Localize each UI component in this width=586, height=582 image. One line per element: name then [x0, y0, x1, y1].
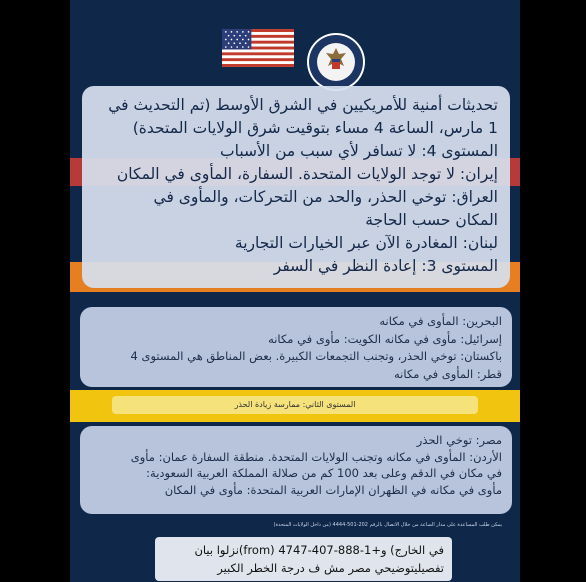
bahrain-line: البحرين: المأوى في مكانه [379, 314, 502, 328]
advisory-title: تحديثات أمنية للأمريكيين في الشرق الأوسط (تم التحديث في 1 مارس، الساعة 4 مساء بتوقيت شرق الولايات المتحدة) [108, 96, 498, 137]
level4-heading: المستوى 4: لا تسافر لأي سبب من الأسباب [220, 142, 498, 160]
jordan-oman-line: الأردن: المأوى في مكانه وتجنب الولايات المتحدة. منطقة السفارة عمان: مأوى [130, 449, 502, 464]
israel-kuwait-line: إسرائيل: مأوى في مكانه الكويت: مأوى في مكانه [268, 331, 502, 346]
iraq-line-1: العراق: توخي الحذر، والحد من التحركات، والمأوى في [153, 188, 498, 206]
iraq-line-2: المكان حسب الحاجة [365, 211, 498, 229]
level3-heading: المستوى 3: إعادة النظر في السفر [273, 257, 498, 275]
caption-line-2: تفصيليتوضيحي مصر مش ف درجة الخطر الكبير [217, 561, 444, 575]
header-emblems [70, 16, 520, 76]
video-caption [155, 537, 452, 581]
level3-countries-card [80, 307, 512, 387]
saudi-line: في مكان في الدقم وعلى بعد 100 كم من صلالة المملكة العربية السعودية: [146, 466, 502, 480]
egypt-line: مصر: توخي الحذر [416, 433, 502, 447]
pakistan-line: باكستان: توخي الحذر، وتجنب التجمعات الكبيرة. بعض المناطق هي المستوى 4 [130, 349, 502, 363]
uae-line: مأوى في مكانه في الظهران الإمارات العربية المتحدة: مأوى في المكان [164, 482, 502, 497]
level4-level3-card [82, 86, 510, 288]
level2-countries-card [80, 426, 512, 514]
level2-label: المستوى الثاني: ممارسة زيادة الحذر [112, 396, 478, 414]
advisory-poster [70, 0, 520, 582]
state-department-seal-icon [306, 32, 366, 92]
contact-fineprint: يمكن طلب المساعدة على مدار الساعة من خلال الاتصال بالرقم 202-501-4444 (من داخل الولايات المتحدة) [273, 522, 502, 528]
us-flag-icon [222, 28, 294, 68]
iran-line: إيران: لا توجد الولايات المتحدة. السفارة، المأوى في المكان [116, 165, 498, 183]
qatar-line: قطر: المأوى في مكانه [394, 366, 502, 381]
lebanon-line: لبنان: المغادرة الآن عبر الخيارات التجارية [234, 234, 498, 252]
caption-line-1: في الخارج) و+1-888-407-4747 (from)نزلوا بيان [194, 543, 444, 557]
